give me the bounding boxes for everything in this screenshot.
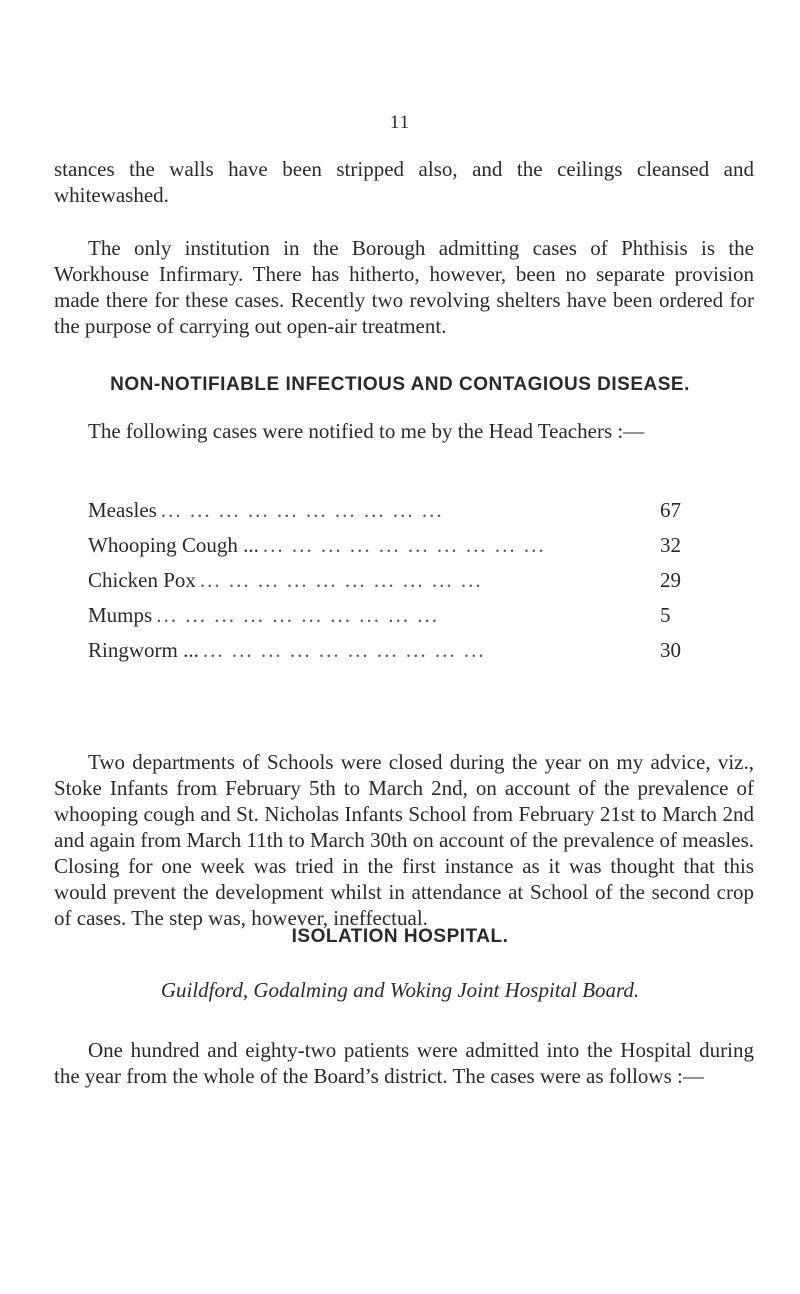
case-name: Mumps <box>88 603 153 627</box>
case-row <box>88 568 688 603</box>
case-count: 32 <box>660 533 681 557</box>
paragraph-stripped-walls: stances the walls have been stripped also, and the ceilings cleansed and whitewashed. <box>54 157 754 207</box>
case-count: 30 <box>660 638 681 662</box>
leader-dots: ... ... ... ... ... ... ... ... ... ... <box>156 603 439 627</box>
cases-list <box>88 498 688 673</box>
heading-non-notifiable: NON-NOTIFIABLE INFECTIOUS AND CONTAGIOUS DISEASE. <box>110 374 690 395</box>
case-row <box>88 638 688 673</box>
board-name: Guildford, Godalming and Woking Joint Hospital Board. <box>160 978 640 1002</box>
case-count: 29 <box>660 568 681 592</box>
case-name: Measles <box>88 498 157 522</box>
paragraph-head-teachers: The following cases were notified to me by the Head Teachers :— <box>88 419 645 443</box>
case-count: 5 <box>660 603 671 627</box>
page-number: 11 <box>389 112 411 133</box>
paragraph-patients-admitted: One hundred and eighty-two patients were admitted into the Hospital during the year from the whole of the Board’s district. The cases were as follows :— <box>54 1038 754 1088</box>
case-name: Ringworm ... <box>88 638 199 662</box>
case-row <box>88 603 688 638</box>
case-count: 67 <box>660 498 681 522</box>
leader-dots: ... ... ... ... ... ... ... ... ... ... <box>160 498 444 522</box>
leader-dots: ... ... ... ... ... ... ... ... ... ... <box>262 533 546 557</box>
heading-isolation-hospital: ISOLATION HOSPITAL. <box>291 926 509 947</box>
paragraph-schools-closed: Two departments of Schools were closed during the year on my advice, viz., Stoke Infants from February 5th to March 2nd, on account of the prevalence of whooping cough and St. Nicholas Infants School from February 21st to March 2nd and again from March 11th to March 30th on account of the prevalence of measles. Closing for one week was tried in the first instance as it was thought that this would prevent the development whilst in attendance at School of the second crop of cases. The step was, however, ineffectual. <box>54 750 754 930</box>
case-name: Chicken Pox <box>88 568 196 592</box>
leader-dots: ... ... ... ... ... ... ... ... ... ... <box>202 638 486 662</box>
case-name: Whooping Cough ... <box>88 533 259 557</box>
case-row <box>88 533 688 568</box>
paragraph-phthisis: The only institution in the Borough admitting cases of Phthisis is the Workhouse Infirmary. There has hitherto, however, been no separate provision made there for these cases. Recently two revolving shelters have been ordered for the purpose of carrying out open-air treatment. <box>54 236 754 338</box>
leader-dots: ... ... ... ... ... ... ... ... ... ... <box>199 568 483 592</box>
case-row <box>88 498 688 533</box>
